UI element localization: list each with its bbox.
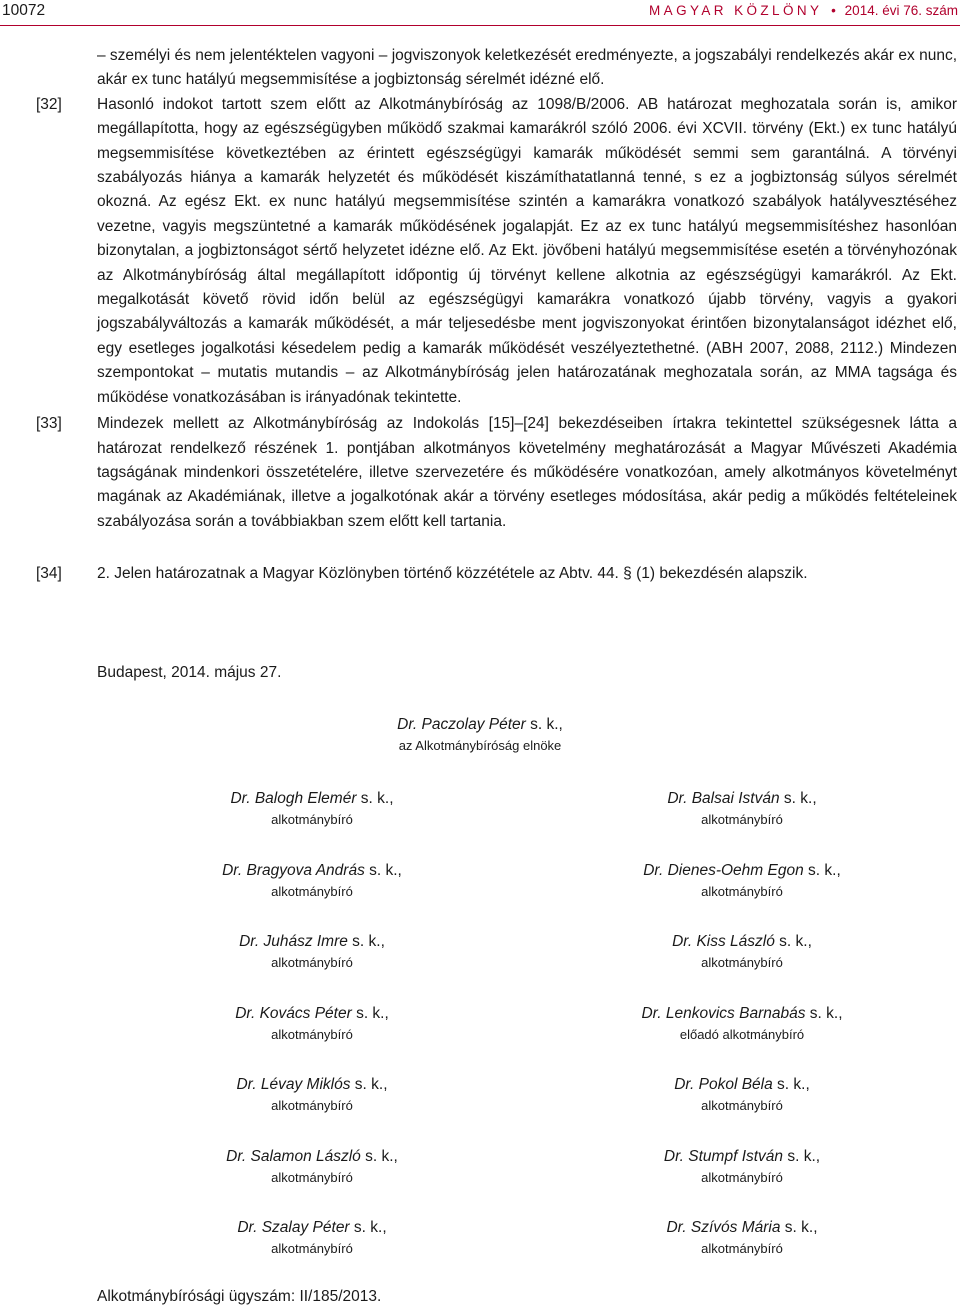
- signatory-role: alkotmánybíró: [271, 1169, 353, 1185]
- signature: [592, 932, 892, 971]
- signatory-name-line: [592, 861, 892, 881]
- signature: [162, 1004, 462, 1043]
- signed-suffix: s. k.,: [783, 1147, 821, 1165]
- signatory-role: az Alkotmánybíróság elnöke: [398, 738, 562, 753]
- paragraph-33: [0, 412, 960, 534]
- signatory-role: alkotmánybíró: [271, 955, 353, 970]
- signatory-name-line: [162, 1004, 462, 1024]
- signature: [162, 1218, 462, 1257]
- paragraph-number: [33]: [36, 415, 62, 433]
- signatory-role: alkotmánybíró: [701, 812, 783, 827]
- signature: [162, 789, 462, 828]
- place-and-date: Budapest, 2014. május 27.: [97, 664, 282, 681]
- signed-suffix: s. k.,: [364, 861, 402, 879]
- signature: [592, 1147, 892, 1186]
- signatory-role: alkotmánybíró: [271, 812, 353, 827]
- signatory-name: Dr. Bragyova András: [222, 861, 365, 879]
- signed-suffix: s. k.,: [803, 861, 841, 879]
- paragraph-number: [34]: [36, 565, 62, 583]
- signatory-name-line: [162, 861, 462, 881]
- paragraph-34: [0, 562, 960, 586]
- president-signature: [330, 715, 630, 754]
- signature: [592, 789, 892, 828]
- signatory-name-line: [592, 932, 892, 952]
- signature-row: [0, 861, 960, 933]
- paragraph-32: [0, 93, 960, 410]
- signatory-name: Dr. Balsai István: [667, 790, 780, 807]
- signature: [162, 861, 462, 900]
- signature: [592, 1004, 892, 1043]
- signatory-name-line: [162, 789, 462, 809]
- dash-item-text: – személyi és nem jelentéktelen vagyoni – jogviszonyok keletkezését eredményezte, a jogszabályi rendelkezés akár ex nunc, akár ex tunc hatályú megsemmisítése a jogbiztonság sérelmét idézné elő.: [97, 47, 957, 89]
- case-number: Alkotmánybírósági ügyszám: II/185/2013.: [97, 1288, 382, 1305]
- signatory-name-line: [162, 1218, 462, 1238]
- signed-suffix: s. k.,: [772, 1076, 810, 1093]
- issue-number: 2014. évi 76. szám: [844, 3, 958, 18]
- signed-suffix: s. k.,: [525, 716, 563, 733]
- signatory-role: alkotmánybíró: [271, 1098, 353, 1113]
- signed-suffix: s. k.,: [780, 1219, 818, 1236]
- signatory-name-line: [162, 1075, 462, 1095]
- signatory-name-line: [592, 1075, 892, 1095]
- signatory-name-line: [592, 789, 892, 809]
- signed-suffix: s. k.,: [779, 790, 817, 807]
- signatory-role: előadó alkotmánybíró: [679, 1026, 805, 1042]
- signatory-role: alkotmánybíró: [271, 1026, 353, 1042]
- signatory-name: Dr. Lenkovics Barnabás: [641, 1004, 806, 1022]
- signatory-name: Dr. Szalay Péter: [237, 1219, 350, 1236]
- signature: [592, 1218, 892, 1257]
- signed-suffix: s. k.,: [349, 1219, 387, 1236]
- signatory-name-line: [592, 1147, 892, 1167]
- signatory-role: alkotmánybíró: [701, 1098, 783, 1113]
- signed-suffix: s. k.,: [356, 790, 394, 807]
- paragraph-text: Hasonló indokot tartott szem előtt az Alkotmánybíróság az 1098/B/2006. AB határozat meghozatala során is, amikor megállapította, hogy az egészségügyben működő szakmai kamarákról szóló 2006. évi XCVII. törvény (Ekt.) ex tunc hatályú megsemmisítése következtében az érintett egészségügyi kamarák működését semmi sem garantálná. A törvényi szabályozás hiánya a kamarák helyzetét és működését kiszámíthatatlanná tenné, s ez a jogbiztonság súlyos sérelmét okozná. Az egész Ekt. ex nunc hatályú megsemmisítése szintén a kamarákra vonatkozó szabályok hatályvesztéséhez vezetne, vagyis megszüntetné a kamarák működésének jogalapját. Ez az ex tunc hatályú megsemmisítéshez hasonlóan bizonytalan, a jogbiztonságot sértő helyzetet idézne elő. Az Ekt. jövőbeni hatályú megsemmisítése esetén a törvényhozónak az Alkotmánybíróság által megállapított időpontig új törvényt kellene alkotnia az egészségügyi kamarákról. Az Ekt. megalkotását követő rövid időn belül az egészségügyi kamarákra vonatkozó újabb törvény, vagyis a gyakori jogszabályváltozás a kamarák működését, a már teljesedésbe ment jogviszonyokat érintően bizonytalanságot idézhet elő, egy esetleges jogalkotási késedelem pedig a kamarák működését veszélyeztethetné. (ABH 2007, 2088, 2112.) Mindezen szempontokat – mutatis mutandis – az Alkotmánybíróság jelen határozatának meghozatala során, az MMA tagsága és működése vonatkozásában is irányadónak tekintette.: [97, 95, 957, 406]
- signature: [162, 932, 462, 971]
- signed-suffix: s. k.,: [347, 933, 385, 950]
- signatory-role: alkotmánybíró: [271, 883, 353, 899]
- signature: [162, 1147, 462, 1186]
- signature: [592, 1075, 892, 1114]
- signatory-role: alkotmánybíró: [701, 1241, 783, 1256]
- signatory-name: Dr. Lévay Miklós: [236, 1076, 351, 1093]
- signatory-name: Dr. Kovács Péter: [235, 1004, 352, 1022]
- dash-item-paragraph: [0, 44, 960, 93]
- header-rule: [0, 25, 960, 26]
- signature-row: [0, 1075, 960, 1147]
- signature-row: [0, 932, 960, 1004]
- journal-title: [649, 3, 958, 18]
- page-header: [0, 0, 960, 26]
- signatories-block: [0, 789, 960, 1290]
- signature-row: [0, 1004, 960, 1076]
- paragraph-text: Mindezek mellett az Alkotmánybíróság az Indokolás [15]–[24] bekezdéseiben írtakra tekintettel szükségesnek látta a határozat rendelkező részének 1. pontjában alkotmányos követelmény meghatározását a Magyar Művészeti Akadémia tagságának mindenkori összetételére, illetve szervezetére és működésére vonatkozóan, amely alkotmányos követelményt magának az Akadémiának, illetve a jogalkotónak akár a törvény esetleges módosítása, akár pedig a működés feltételeinek szabályozása során a továbbiakban szem előtt kell tartania.: [97, 415, 957, 530]
- signatory-name-line: [592, 1004, 892, 1024]
- signed-suffix: s. k.,: [805, 1004, 843, 1022]
- signatory-name: Dr. Dienes-Oehm Egon: [643, 861, 804, 879]
- signed-suffix: s. k.,: [360, 1147, 398, 1165]
- signatory-name-line: [162, 932, 462, 952]
- signature: [592, 861, 892, 900]
- signature-row: [0, 789, 960, 861]
- signatory-name: Dr. Kiss László: [672, 933, 775, 950]
- paragraph-text: 2. Jelen határozatnak a Magyar Közlönyben történő közzététele az Abtv. 44. § (1) bekezdésén alapszik.: [97, 565, 808, 583]
- signed-suffix: s. k.,: [774, 933, 812, 950]
- signatory-name: Dr. Pokol Béla: [674, 1076, 773, 1093]
- signature-row: [0, 1218, 960, 1290]
- signatory-name-line: [330, 715, 630, 735]
- signatory-role: alkotmánybíró: [271, 1241, 353, 1256]
- signatory-name: Dr. Balogh Elemér: [230, 790, 357, 807]
- bullet-separator: •: [831, 3, 836, 18]
- signatory-name: Dr. Stumpf István: [663, 1147, 784, 1165]
- paragraph-number: [32]: [36, 95, 62, 113]
- signatory-name: Dr. Juhász Imre: [239, 933, 348, 950]
- journal-name: MAGYAR KÖZLÖNY: [649, 3, 823, 18]
- signatory-role: alkotmánybíró: [701, 1169, 783, 1185]
- signed-suffix: s. k.,: [351, 1004, 389, 1022]
- signatory-name: Dr. Paczolay Péter: [397, 716, 526, 733]
- page-number: 10072: [2, 2, 46, 19]
- document-body: [0, 44, 960, 587]
- signatory-name-line: [592, 1218, 892, 1238]
- signatory-role: alkotmánybíró: [701, 955, 783, 970]
- signature-row: [0, 1147, 960, 1219]
- signatory-name: Dr. Salamon László: [226, 1147, 361, 1165]
- signature: [162, 1075, 462, 1114]
- signatory-name: Dr. Szívós Mária: [666, 1219, 781, 1236]
- signatory-name-line: [162, 1147, 462, 1167]
- signed-suffix: s. k.,: [350, 1076, 388, 1093]
- signatory-role: alkotmánybíró: [701, 883, 783, 899]
